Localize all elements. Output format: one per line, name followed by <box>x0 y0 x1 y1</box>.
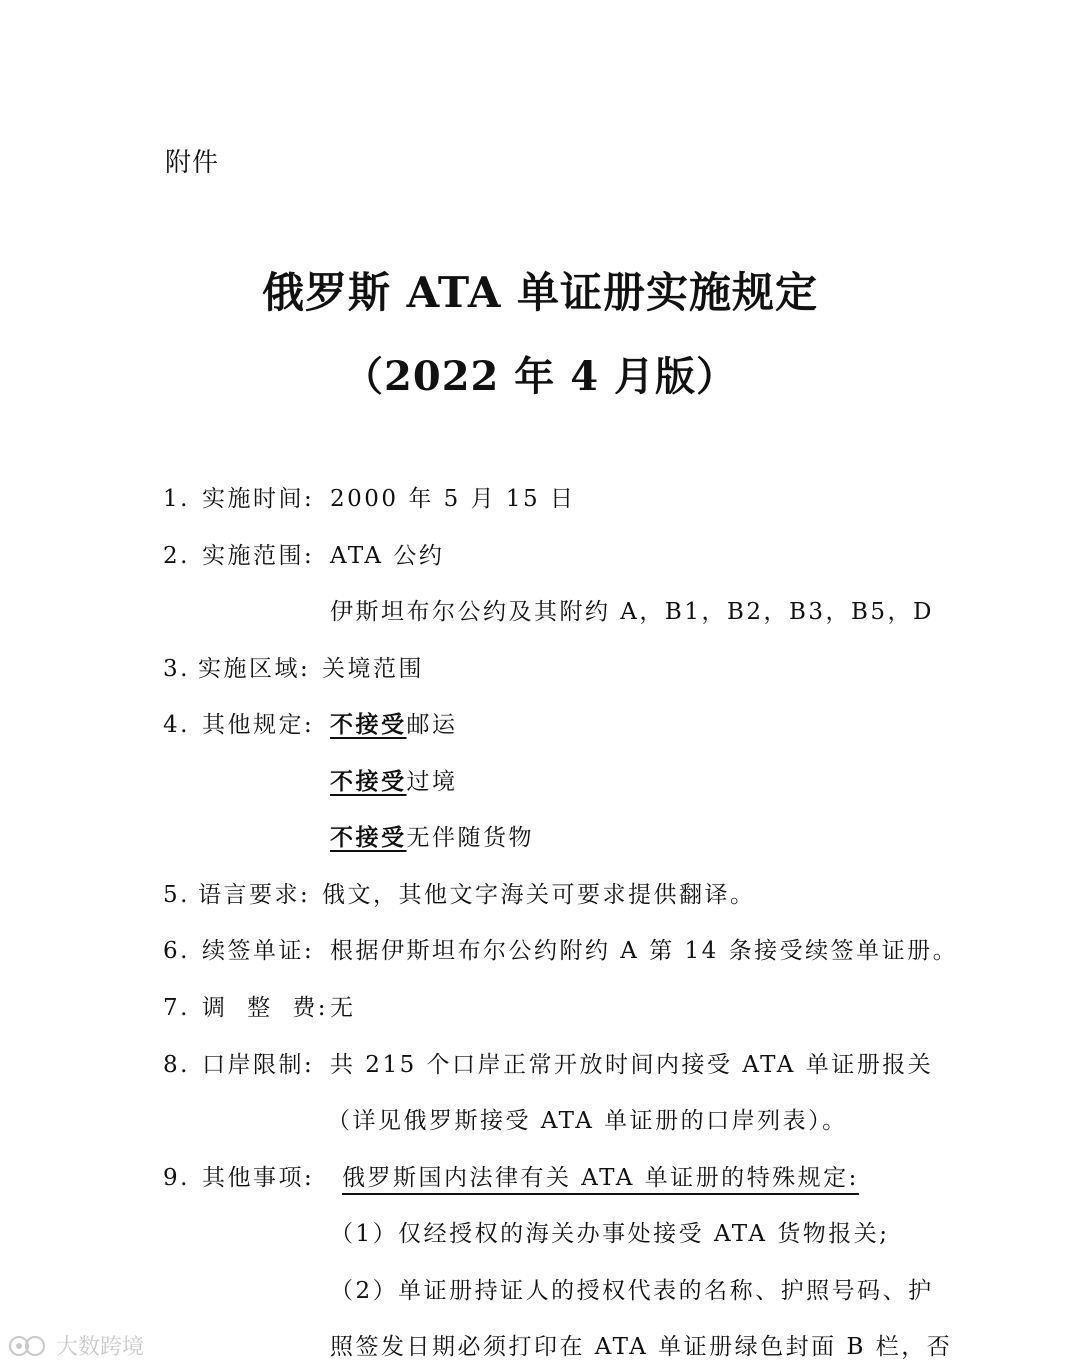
rule-line <box>330 767 458 797</box>
rule-text: 邮运 <box>406 712 458 738</box>
item-number: 5. <box>163 882 190 908</box>
rule-text: 过境 <box>406 769 458 795</box>
item-number: 8. <box>163 1052 190 1078</box>
item-extra: 伊斯坦布尔公约及其附约 A，B1，B2，B3，B5，D <box>330 599 935 625</box>
item-label: 口岸限制: <box>202 1052 315 1078</box>
sub-item: 照签发日期必须打印在 ATA 单证册绿色封面 B 栏，否 <box>330 1334 953 1360</box>
item-value: 无 <box>330 995 356 1021</box>
item-number: 2. <box>163 543 190 569</box>
item-label: 其他事项: <box>202 1165 315 1191</box>
item-number: 1. <box>163 486 190 512</box>
rule-emphasis: 不接受 <box>330 768 407 795</box>
rule-line <box>330 823 534 853</box>
document-title: 俄罗斯 ATA 单证册实施规定 <box>261 268 819 317</box>
item-value: 共 215 个口岸正常开放时间内接受 ATA 单证册报关 <box>330 1052 934 1078</box>
item-label: 语言要求: <box>198 882 311 908</box>
item-number: 7. <box>163 995 190 1021</box>
item-value: ATA 公约 <box>330 543 445 569</box>
rule-emphasis: 不接受 <box>330 711 407 738</box>
attachment-label: 附件 <box>165 148 220 178</box>
watermark <box>8 1330 144 1361</box>
watermark-text: 大数跨境 <box>56 1335 145 1360</box>
rule-emphasis: 不接受 <box>330 824 407 851</box>
sub-item: （1）仅经授权的海关办事处接受 ATA 货物报关; <box>330 1221 890 1247</box>
item-label: 调 整 费: <box>202 995 328 1021</box>
rule-text: 无伴随货物 <box>406 825 534 851</box>
item-value: 关境范围 <box>322 656 424 682</box>
item-extra: （详见俄罗斯接受 ATA 单证册的口岸列表）。 <box>327 1108 848 1134</box>
item-label: 续签单证: <box>202 938 315 964</box>
item-number: 9. <box>163 1165 190 1191</box>
brand-logo-icon <box>8 1333 50 1359</box>
item-label: 其他规定: <box>202 712 315 738</box>
item-label: 实施时间: <box>202 486 315 512</box>
item-value: 俄文，其他文字海关可要求提供翻译。 <box>322 882 756 908</box>
item-number: 6. <box>163 938 190 964</box>
rule-line <box>330 710 458 740</box>
item-value: 2000 年 5 月 15 日 <box>330 486 576 512</box>
item-label: 实施范围: <box>202 543 315 569</box>
item-number: 3. <box>163 656 190 682</box>
item-value: 俄罗斯国内法律有关 ATA 单证册的特殊规定: <box>342 1165 859 1191</box>
document-subtitle: （2022 年 4 月版） <box>343 353 737 400</box>
item-value: 根据伊斯坦布尔公约附约 A 第 14 条接受续签单证册。 <box>330 938 959 964</box>
sub-item: （2）单证册持证人的授权代表的名称、护照号码、护 <box>330 1278 934 1304</box>
item-number: 4. <box>163 712 190 738</box>
item-label: 实施区域: <box>198 656 311 682</box>
